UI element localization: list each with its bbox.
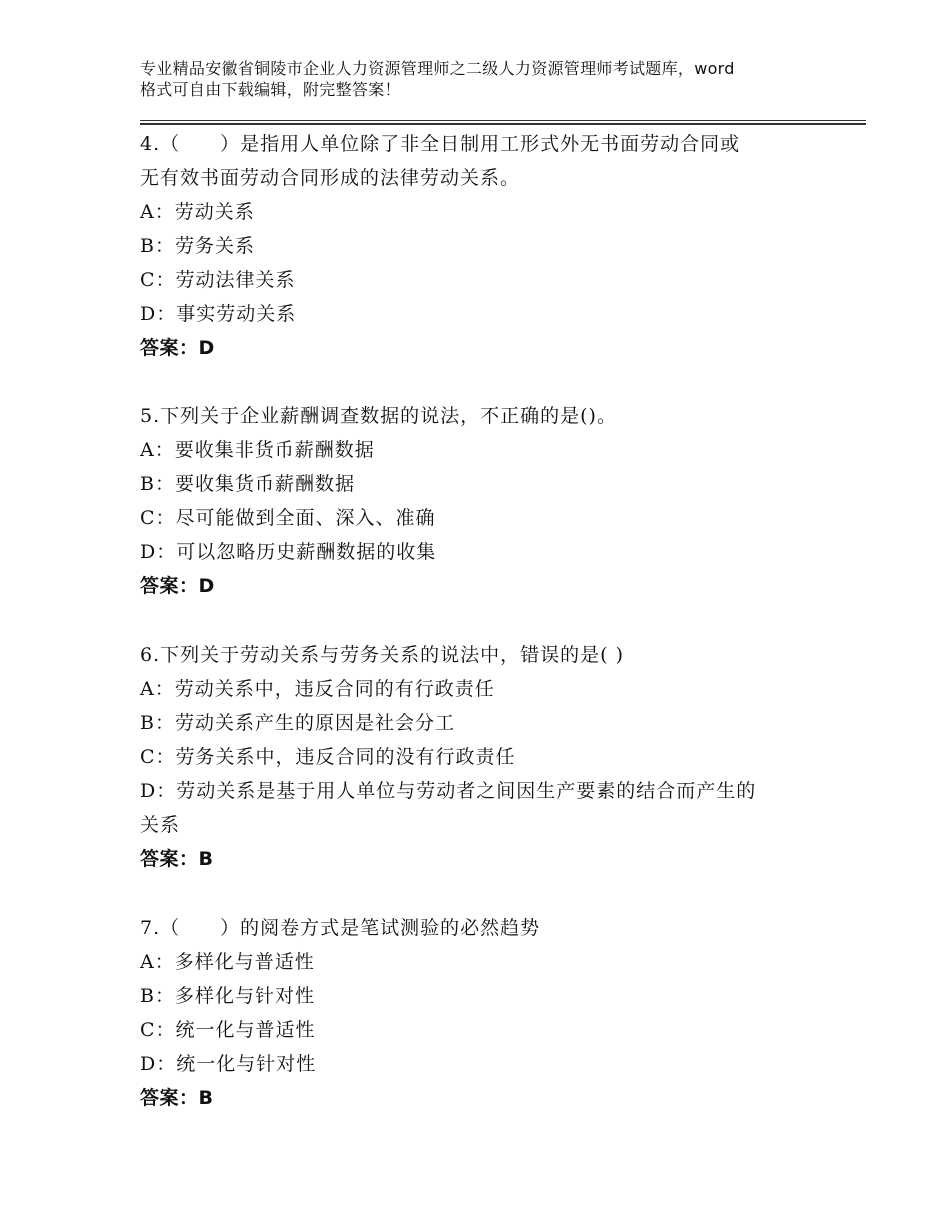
answer-label: 答案：B bbox=[140, 848, 214, 870]
option-d: D：统一化与针对性 bbox=[140, 1053, 317, 1075]
option-a: A：多样化与普适性 bbox=[140, 951, 315, 973]
header-line-1: 专业精品安徽省铜陵市企业人力资源管理师之二级人力资源管理师考试题库，word bbox=[140, 59, 735, 78]
option-b: B：劳务关系 bbox=[140, 235, 255, 257]
answer-label: 答案：D bbox=[140, 575, 215, 597]
option-b: B：多样化与针对性 bbox=[140, 985, 315, 1007]
option-c: C：统一化与普适性 bbox=[140, 1019, 316, 1041]
question-stem-line: 4.（ ）是指用人单位除了非全日制用工形式外无书面劳动合同或 bbox=[140, 133, 741, 155]
option-c: C：劳动法律关系 bbox=[140, 269, 296, 291]
question-stem-line: 6.下列关于劳动关系与劳务关系的说法中，错误的是( ) bbox=[140, 644, 624, 666]
question-6 bbox=[140, 638, 820, 876]
option-a: A：劳动关系中，违反合同的有行政责任 bbox=[140, 678, 495, 700]
option-a: A：劳动关系 bbox=[140, 201, 255, 223]
question-stem-line: 无有效书面劳动合同形成的法律劳动关系。 bbox=[140, 167, 521, 189]
option-b: B：劳动关系产生的原因是社会分工 bbox=[140, 712, 455, 734]
answer-label: 答案：B bbox=[140, 1087, 214, 1109]
option-c: C：尽可能做到全面、深入、准确 bbox=[140, 507, 436, 529]
question-stem-line: 5.下列关于企业薪酬调查数据的说法，不正确的是()。 bbox=[140, 405, 617, 427]
document-header bbox=[140, 58, 820, 100]
option-d: D：可以忽略历史薪酬数据的收集 bbox=[140, 541, 437, 563]
option-c: C：劳务关系中，违反合同的没有行政责任 bbox=[140, 746, 516, 768]
question-4 bbox=[140, 127, 820, 365]
option-d: D：劳动关系是基于用人单位与劳动者之间因生产要素的结合而产生的 bbox=[140, 780, 757, 802]
header-rule-thick bbox=[140, 123, 866, 125]
option-b: B：要收集货币薪酬数据 bbox=[140, 473, 355, 495]
question-7 bbox=[140, 911, 820, 1115]
header-line-2: 格式可自由下载编辑，附完整答案！ bbox=[140, 80, 401, 99]
question-5 bbox=[140, 399, 820, 603]
option-d-continuation: 关系 bbox=[140, 814, 181, 836]
question-stem-line: 7.（ ）的阅卷方式是笔试测验的必然趋势 bbox=[140, 917, 541, 939]
answer-label: 答案：D bbox=[140, 337, 215, 359]
header-rule-thin bbox=[140, 120, 866, 121]
option-a: A：要收集非货币薪酬数据 bbox=[140, 439, 375, 461]
option-d: D：事实劳动关系 bbox=[140, 303, 297, 325]
